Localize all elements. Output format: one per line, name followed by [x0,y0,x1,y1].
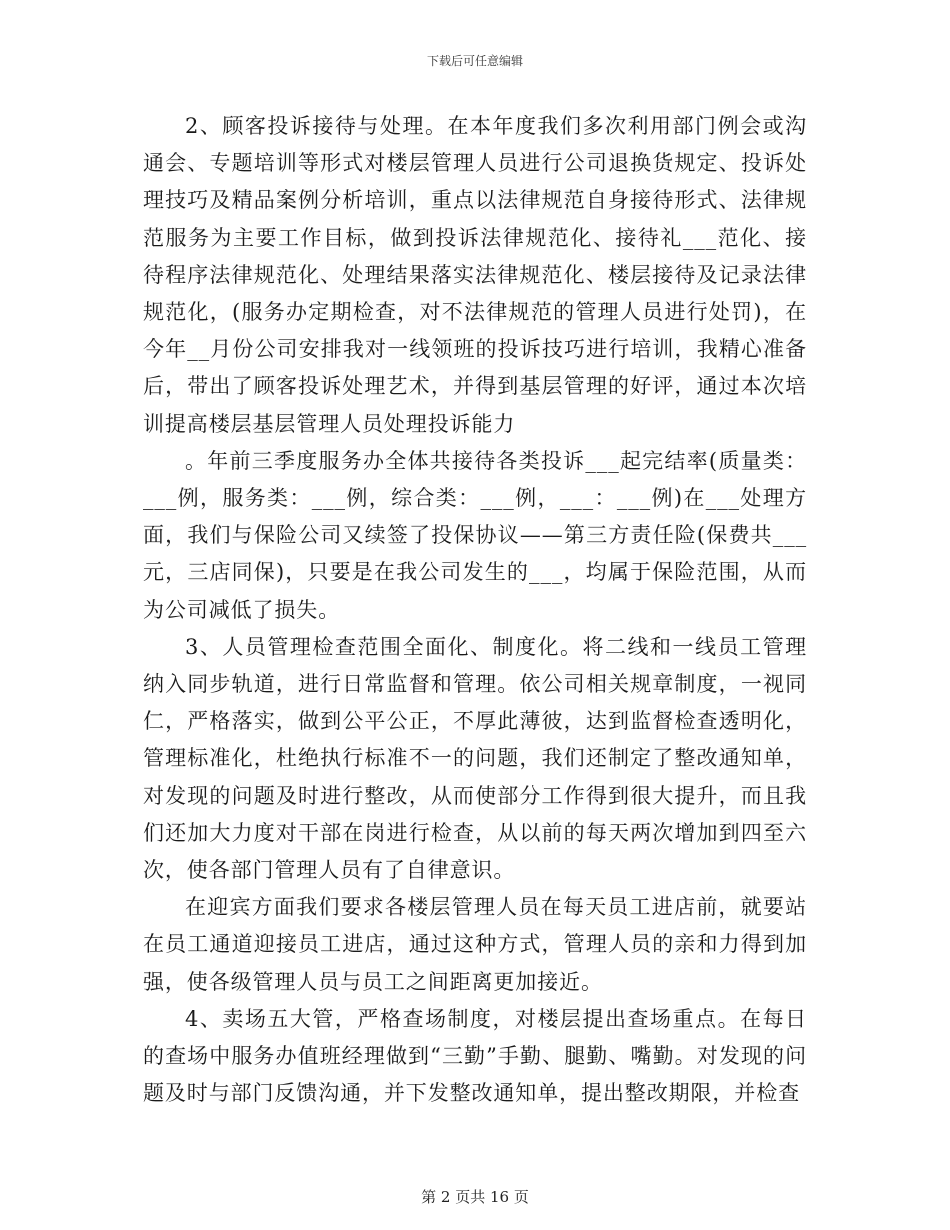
paragraph-staff-inspection: 3、人员管理检查范围全面化、制度化。将二线和一线员工管理纳入同步轨道，进行日常监督和管理。依公司相关规章制度，一视同仁，严格落实，做到公平公正，不厚此薄彼，达到监督检查透明化，管理标准化，杜绝执行标准不一的问题，我们还制定了整改通知单，对发现的问题及时进行整改，从而使部分工作得到很大提升，而且我们还加大力度对干部在岗进行检查，从以前的每天两次增加到四至六次，使各部门管理人员有了自律意识。 [143,634,807,883]
page-number: 第 2 页共 16 页 [421,1188,529,1206]
paragraph-complaint-handling: 2、顾客投诉接待与处理。在本年度我们多次利用部门例会或沟通会、专题培训等形式对楼层管理人员进行公司退换货规定、投诉处理技巧及精品案例分析培训，重点以法律规范自身接待形式、法律规范服务为主要工作目标，做到投诉法律规范化、接待礼___范化、接待程序法律规范化、处理结果落实法律规范化、楼层接待及记录法律规范化，(服务办定期检查，对不法律规范的管理人员进行处罚)，在今年__月份公司安排我对一线领班的投诉技巧进行培训，我精心准备后，带出了顾客投诉处理艺术，并得到基层管理的好评，通过本次培训提高楼层基层管理人员处理投诉能力 [143,114,807,436]
page-header-note: 下载后可任意编辑 [426,54,523,68]
document-body [143,108,807,1112]
paragraph-complaint-statistics: 。年前三季度服务办全体共接待各类投诉___起完结率(质量类：___例，服务类：___例，综合类：___例，___：___例)在___处理方面，我们与保险公司又续签了投保协议——第三方责任险(保费共___元，三店同保)，只要是在我公司发生的___，均属于保险范围，从而为公司减低了损失。 [143,448,807,622]
paragraph-greeting: 在迎宾方面我们要求各楼层管理人员在每天员工进店前，就要站在员工通道迎接员工进店，通过这种方式，管理人员的亲和力得到加强，使各级管理人员与员工之间距离更加接近。 [143,895,807,994]
paragraph-floor-management: 4、卖场五大管，严格查场制度，对楼层提出查场重点。在每日的查场中服务办值班经理做到“三勤”手勤、腿勤、嘴勤。对发现的问题及时与部门反馈沟通，并下发整改通知单，提出整改期限，并检查 [143,1006,807,1106]
